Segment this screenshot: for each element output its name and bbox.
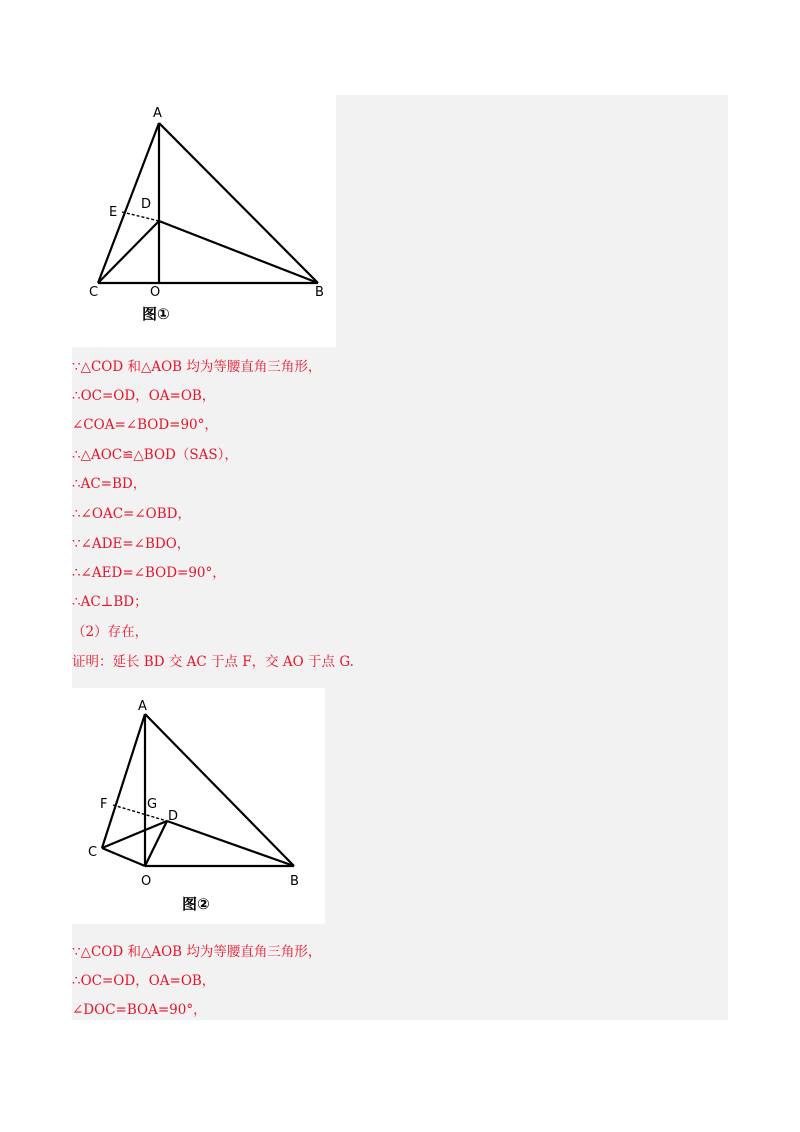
- figure-1-caption: 图①: [142, 305, 170, 323]
- segment-FD-dashed: [113, 805, 167, 821]
- proof-line: ∴OC=OD，OA=OB，: [72, 973, 216, 989]
- figure-2-diagram: [72, 688, 325, 924]
- segment-AC: [102, 714, 145, 848]
- label-B: B: [315, 285, 324, 300]
- segment-ED-dashed: [122, 212, 159, 221]
- label-D: D: [168, 809, 179, 824]
- proof-line: ∴∠OAC=∠OBD，: [72, 506, 191, 522]
- segment-DB: [159, 221, 318, 283]
- label-B: B: [290, 874, 299, 889]
- segment-DB: [167, 821, 294, 866]
- segment-AB: [145, 714, 294, 866]
- proof-line: ∴AC⊥BD；: [72, 594, 148, 610]
- label-O: O: [150, 285, 161, 300]
- proof-line: ∵∠ADE=∠BDO，: [72, 536, 191, 552]
- label-O: O: [141, 874, 152, 889]
- segment-CO: [102, 848, 145, 866]
- segment-CD: [98, 221, 159, 283]
- proof-line: ∴∠AED=∠BOD=90°，: [72, 565, 226, 581]
- label-F: F: [100, 797, 108, 812]
- proof-line: ∵△COD 和△AOB 均为等腰直角三角形，: [72, 944, 322, 960]
- proof-line: 证明：延长 BD 交 AC 于点 F，交 AO 于点 G.: [72, 654, 354, 670]
- proof-line: （2）存在，: [72, 624, 149, 640]
- label-A: A: [138, 699, 147, 714]
- label-A: A: [153, 106, 162, 121]
- proof-line: ∴△AOC≌△BOD（SAS），: [72, 447, 238, 463]
- proof-line: ∵△COD 和△AOB 均为等腰直角三角形，: [72, 359, 322, 375]
- label-C: C: [88, 845, 98, 860]
- figure-2-caption: 图②: [182, 895, 210, 913]
- segment-AB: [159, 123, 318, 283]
- proof-line: ∴AC=BD，: [72, 476, 147, 492]
- label-G: G: [147, 797, 158, 812]
- figure-1: [72, 95, 336, 347]
- figure-1-diagram: [72, 95, 336, 347]
- segment-CD: [102, 821, 167, 848]
- label-D: D: [141, 197, 152, 212]
- proof-line: ∠COA=∠BOD=90°，: [72, 417, 218, 433]
- proof-line: ∴OC=OD，OA=OB，: [72, 388, 216, 404]
- proof-line: ∠DOC=BOA=90°，: [72, 1002, 207, 1018]
- label-C: C: [89, 285, 99, 300]
- figure-2: [72, 688, 325, 924]
- label-E: E: [109, 205, 118, 220]
